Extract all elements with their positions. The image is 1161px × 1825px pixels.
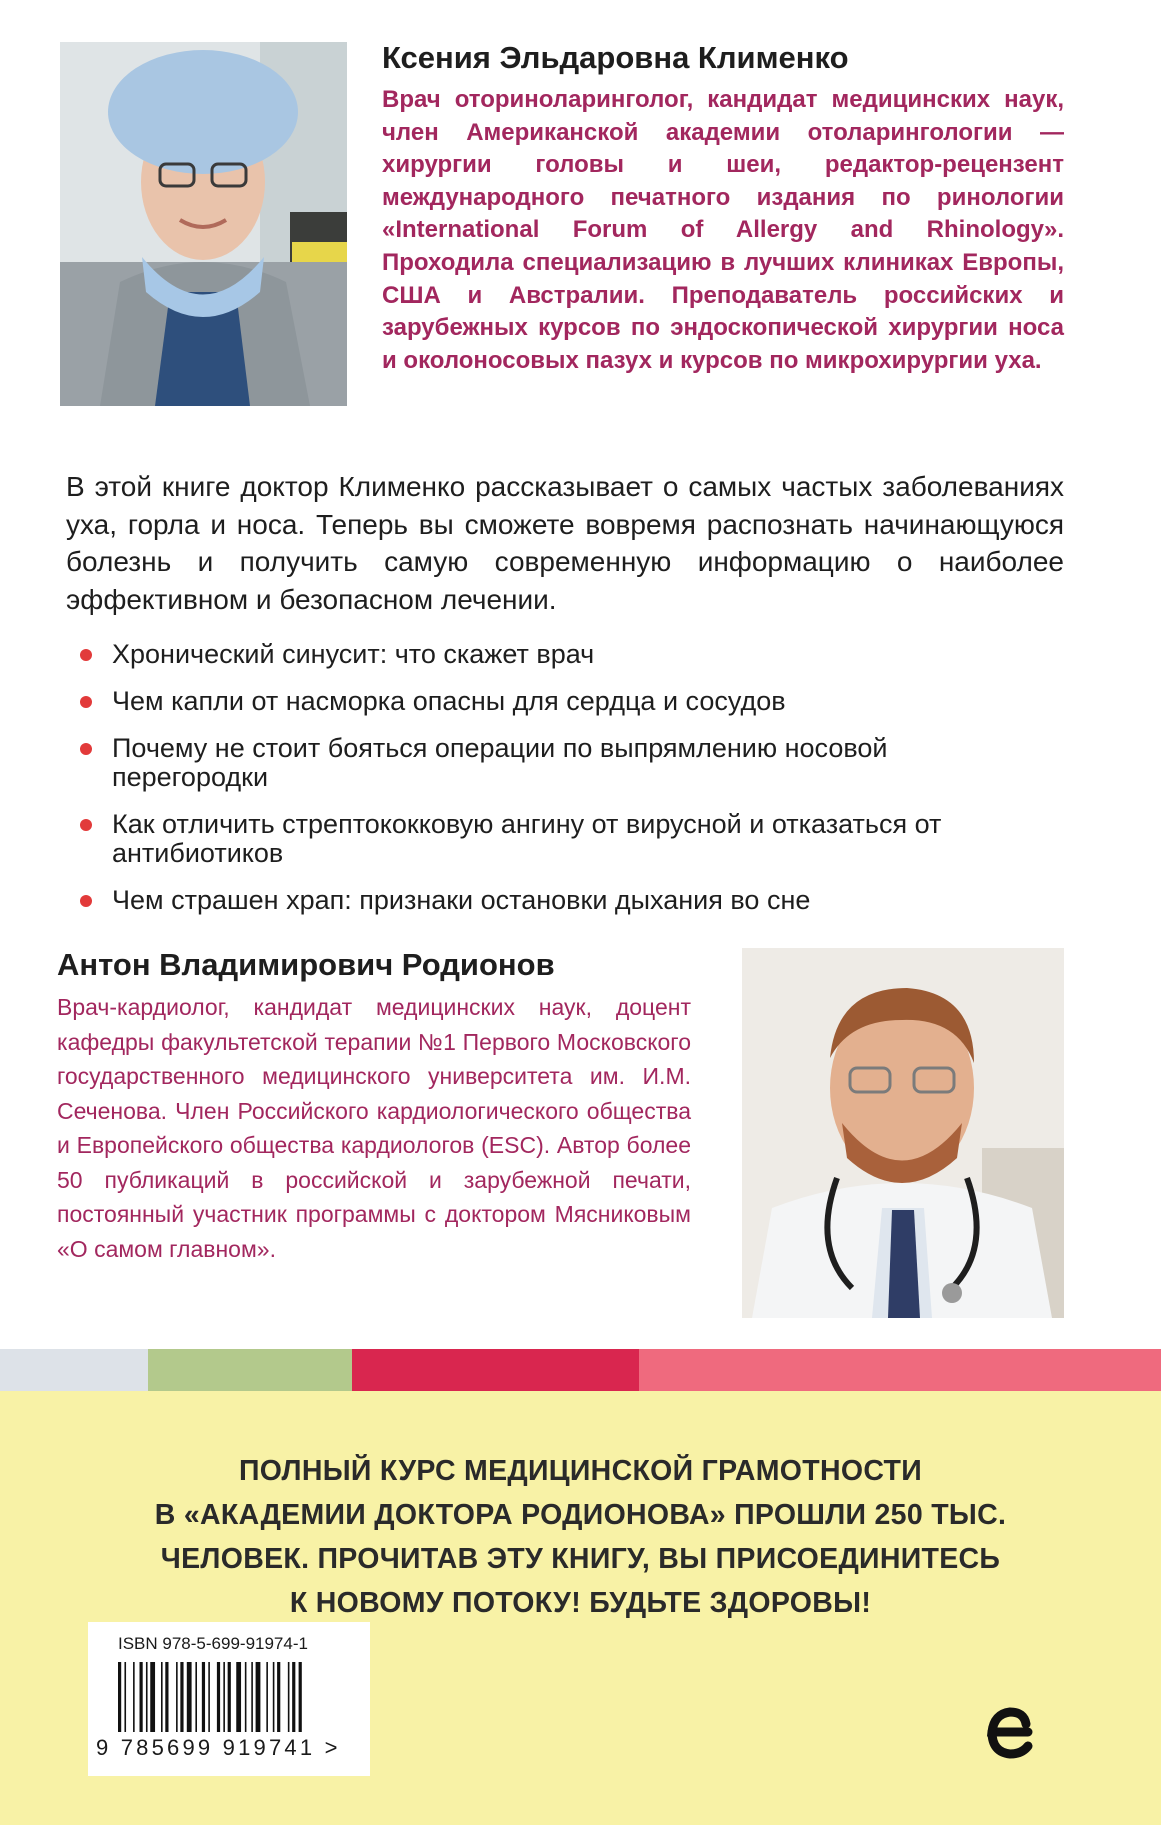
list-item (80, 886, 1040, 915)
list-item-text: Как отличить стрептококковую ангину от вирусной и отказаться от антибиотиков (112, 809, 942, 868)
list-item-text: Чем страшен храп: признаки остановки дыхания во сне (112, 885, 811, 915)
bullet-dot-icon (80, 895, 92, 907)
list-item-text: Хронический синусит: что скажет врач (112, 639, 595, 669)
author1-bio: Врач оториноларинголог, кандидат медицинских наук, член Американской академии отоларингологии — хирургии головы и шеи, редактор-рецензент международного печатного издания по ринологии «International Forum of Allergy and Rhinology». Проходила специализацию в лучших клиниках Европы, США и Австралии. Преподаватель российских и зарубежных курсов по эндоскопической хирургии носа и околоносовых пазух и курсов по микрохирургии уха. (382, 86, 1064, 374)
strip-segment (0, 1349, 148, 1391)
list-item (80, 687, 1040, 716)
bullet-dot-icon (80, 819, 92, 831)
list-item (80, 640, 1040, 669)
slogan-line: В «АКАДЕМИИ ДОКТОРА РОДИОНОВА» ПРОШЛИ 250 ТЫС. (154, 1499, 1007, 1531)
list-item (80, 810, 1040, 868)
author2-name: Антон Владимирович Родионов (57, 947, 555, 982)
author2-photo (742, 948, 1064, 1318)
list-item-text: Чем капли от насморка опасны для сердца и сосудов (112, 686, 786, 716)
list-item (80, 734, 1040, 792)
barcode-box (88, 1622, 370, 1776)
feature-list (80, 640, 1040, 933)
slogan-line: ЧЕЛОВЕК. ПРОЧИТАВ ЭТУ КНИГУ, ВЫ ПРИСОЕДИНИТЕСЬ (160, 1543, 1001, 1575)
slogan-line: К НОВОМУ ПОТОКУ! БУДЬТЕ ЗДОРОВЫ! (289, 1587, 872, 1619)
list-item-text: Почему не стоит бояться операции по выпрямлению носовой перегородки (112, 733, 888, 792)
slogan-line: ПОЛНЫЙ КУРС МЕДИЦИНСКОЙ ГРАМОТНОСТИ (238, 1455, 922, 1487)
bullet-dot-icon (80, 649, 92, 661)
bullet-dot-icon (80, 743, 92, 755)
strip-segment (148, 1349, 352, 1391)
author2-bio: Врач-кардиолог, кандидат медицинских наук, доцент кафедры факультетской терапии №1 Первого Московского государственного медицинского университета им. И.М. Сеченова. Член Российского кардиологического общества и Европейского общества кардиологов (ESC). Автор более 50 публикаций в российской и зарубежной печати, постоянный участник программы с доктором Мясниковым «О самом главном». (57, 994, 691, 1262)
strip-segment (639, 1349, 1161, 1391)
strip-segment (352, 1349, 639, 1391)
promo-slogan (0, 1449, 1161, 1625)
eksmo-logo-icon (976, 1692, 1040, 1764)
bullet-dot-icon (80, 696, 92, 708)
color-strip (0, 1349, 1161, 1391)
book-description: В этой книге доктор Клименко рассказывает о самых частых заболеваниях уха, горла и носа. Теперь вы сможете вовремя распознать начинающуюся болезнь и получить самую современную информацию о наиболее эффективном и безопасном лечении. (66, 471, 1064, 615)
author1-name: Ксения Эльдаровна Клименко (382, 40, 849, 75)
barcode-digits: 9 785699 919741 > (96, 1735, 341, 1760)
isbn-text: ISBN 978-5-699-91974-1 (118, 1634, 308, 1653)
barcode-icon (118, 1662, 350, 1732)
author1-photo (60, 42, 347, 406)
